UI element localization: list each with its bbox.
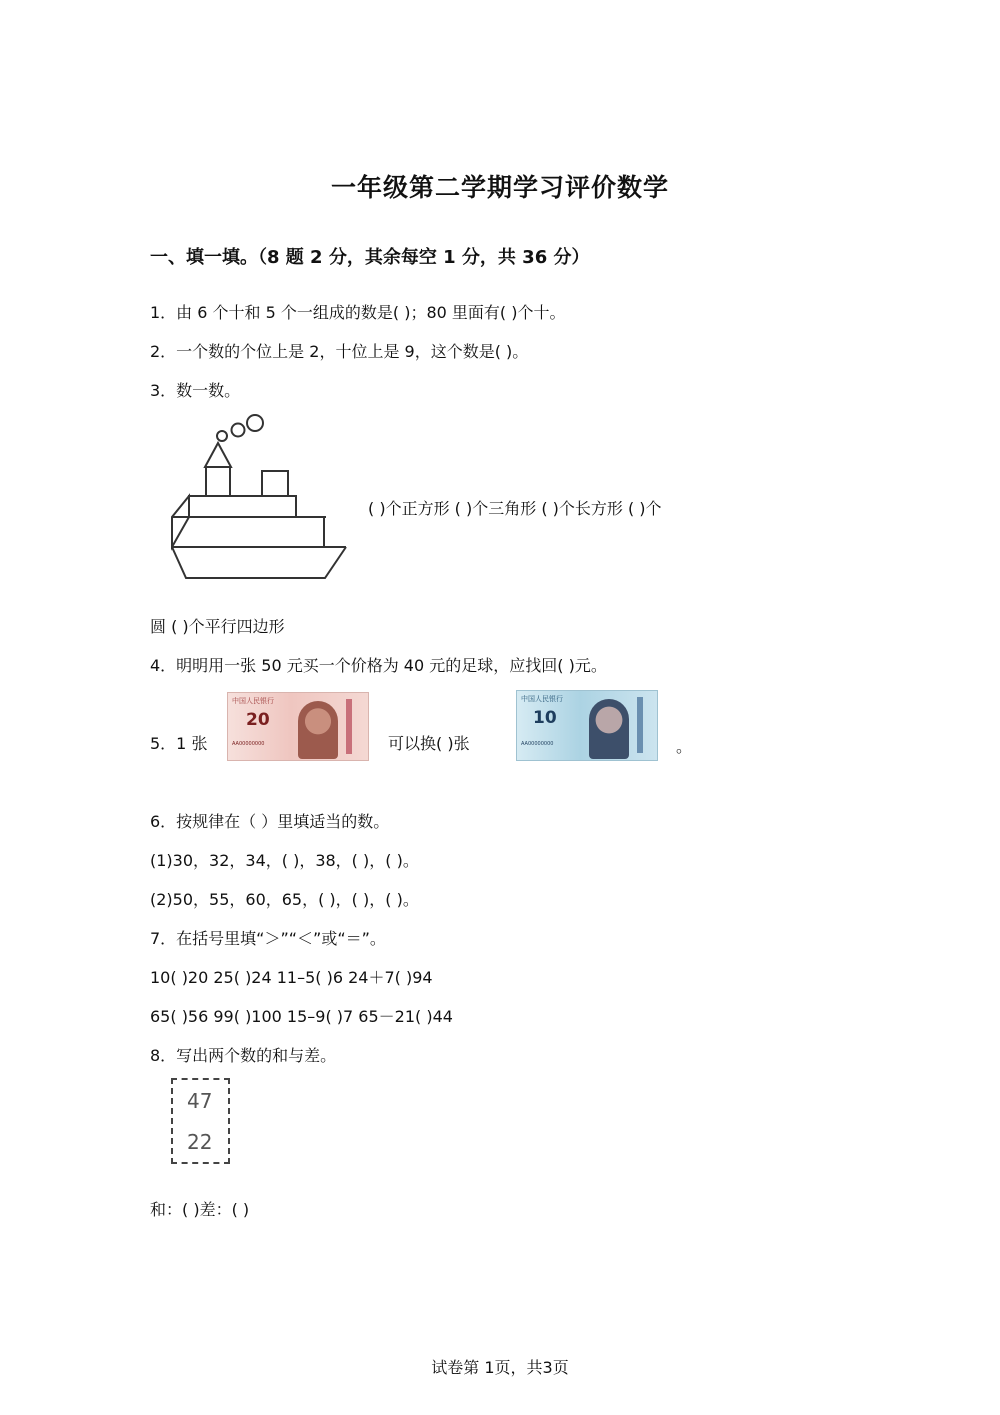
note20-stripe xyxy=(346,699,352,754)
question-5-prefix: 5．1 张 xyxy=(150,734,208,753)
question-5-suffix: 。 xyxy=(676,737,693,756)
portrait-10 xyxy=(589,699,629,759)
question-5-middle: 可以换( )张 xyxy=(388,734,470,753)
question-4: 4．明明用一张 50 元买一个价格为 40 元的足球，应找回( )元。 xyxy=(150,656,607,675)
question-3-continued: 圆 ( )个平行四边形 xyxy=(150,617,285,636)
question-1: 1．由 6 个十和 5 个一组成的数是( )；80 里面有( )个十。 xyxy=(150,303,566,322)
note20-header: 中国人民银行 xyxy=(232,697,274,705)
note20-value: 20 xyxy=(246,710,270,730)
portrait-20 xyxy=(298,701,338,759)
section-heading: 一、填一填。（8 题 2 分，其余每空 1 分，共 36 分） xyxy=(150,247,590,268)
question-8-answer: 和：( )差：( ) xyxy=(150,1200,250,1219)
banknote-10 xyxy=(516,690,658,761)
ship-figure xyxy=(160,410,360,585)
question-2: 2．一个数的个位上是 2，十位上是 9，这个数是( )。 xyxy=(150,342,529,361)
question-6-part-2: (2)50，55，60，65，( )，( )，( )。 xyxy=(150,890,419,909)
note10-serial: AA00000000 xyxy=(521,741,554,747)
number-47: 47 xyxy=(187,1089,213,1113)
question-7-row-1: 10( )20 25( )24 11–5( )6 24＋7( )94 xyxy=(150,968,433,987)
number-22: 22 xyxy=(187,1130,213,1154)
note10-header: 中国人民银行 xyxy=(521,695,563,703)
question-8-stem: 8．写出两个数的和与差。 xyxy=(150,1046,337,1065)
question-6-part-1: (1)30，32，34，( )，38，( )，( )。 xyxy=(150,851,419,870)
question-3-answers: ( )个正方形 ( )个三角形 ( )个长方形 ( )个 xyxy=(368,499,662,518)
page-footer: 试卷第 1页，共3页 xyxy=(431,1358,569,1377)
note10-value: 10 xyxy=(533,708,557,728)
question-7-row-2: 65( )56 99( )100 15–9( )7 65－21( )44 xyxy=(150,1007,453,1026)
question-7-stem: 7．在括号里填“＞”“＜”或“＝”。 xyxy=(150,929,386,948)
number-card xyxy=(171,1078,230,1164)
banknote-20 xyxy=(227,692,369,761)
question-6-stem: 6．按规律在（ ）里填适当的数。 xyxy=(150,812,390,831)
page-title: 一年级第二学期学习评价数学 xyxy=(330,173,669,202)
note10-stripe xyxy=(637,697,643,753)
question-3-stem: 3．数一数。 xyxy=(150,381,241,400)
note20-serial: AA00000000 xyxy=(232,741,265,747)
